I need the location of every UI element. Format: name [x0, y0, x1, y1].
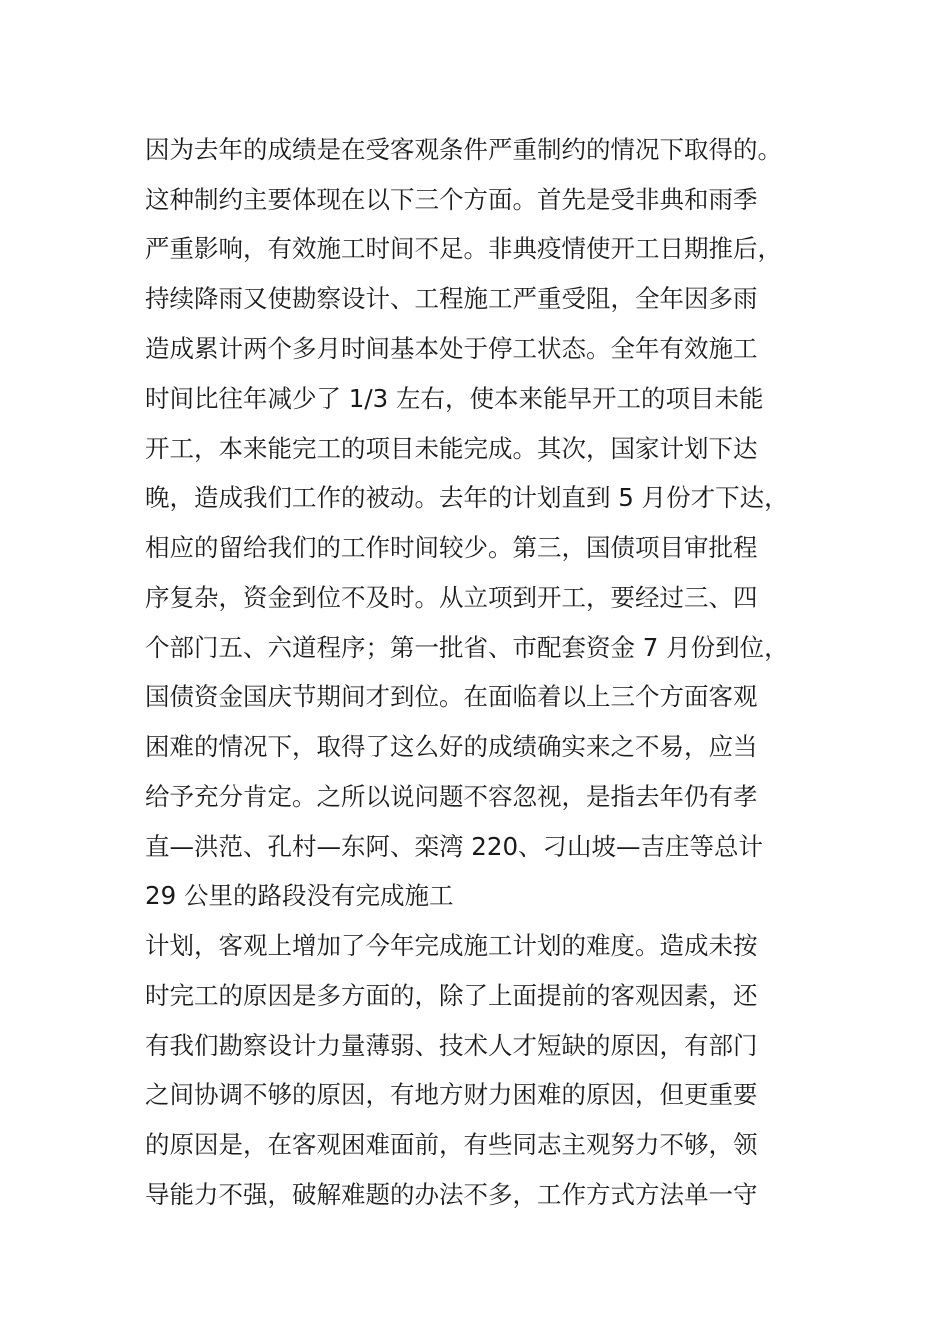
text-line: 个部门五、六道程序；第一批省、市配套资金 7 月份到位，: [145, 633, 789, 662]
text-line: 有我们勘察设计力量薄弱、技术人才短缺的原因，有部门: [145, 1031, 758, 1060]
text-line: 时间比往年减少了 1/3 左右，使本来能早开工的项目未能: [145, 384, 764, 413]
text-line: 相应的留给我们的工作时间较少。第三，国债项目审批程: [145, 533, 758, 562]
text-line: 直—洪范、孔村—东阿、栾湾 220、刁山坡—吉庄等总计: [145, 832, 764, 861]
text-line: 国债资金国庆节期间才到位。在面临着以上三个方面客观: [145, 682, 758, 711]
text-line: 给予充分肯定。之所以说问题不容忽视，是指去年仍有孝: [145, 782, 758, 811]
text-line: 严重影响，有效施工时间不足。非典疫情使开工日期推后，: [145, 234, 782, 263]
text-line: 导能力不强，破解难题的办法不多，工作方式方法单一守: [145, 1180, 758, 1209]
text-line: 困难的情况下，取得了这么好的成绩确实来之不易，应当: [145, 732, 758, 761]
text-line: 计划，客观上增加了今年完成施工计划的难度。造成未按: [145, 931, 758, 960]
text-line: 这种制约主要体现在以下三个方面。首先是受非典和雨季: [145, 185, 758, 214]
text-line: 开工，本来能完工的项目未能完成。其次，国家计划下达: [145, 434, 758, 463]
text-line: 时完工的原因是多方面的，除了上面提前的客观因素，还: [145, 981, 758, 1010]
text-line: 的原因是，在客观困难面前，有些同志主观努力不够，领: [145, 1130, 758, 1159]
text-line: 持续降雨又使勘察设计、工程施工严重受阻，全年因多雨: [145, 284, 758, 313]
text-line: 之间协调不够的原因，有地方财力困难的原因，但更重要: [145, 1080, 758, 1109]
text-line: 序复杂，资金到位不及时。从立项到开工，要经过三、四: [145, 583, 758, 612]
text-line: 造成累计两个多月时间基本处于停工状态。全年有效施工: [145, 334, 758, 363]
text-line: 晚，造成我们工作的被动。去年的计划直到 5 月份才下达，: [145, 483, 789, 512]
text-line: 29 公里的路段没有完成施工: [145, 881, 454, 910]
text-line: 因为去年的成绩是在受客观条件严重制约的情况下取得的。: [145, 135, 782, 164]
